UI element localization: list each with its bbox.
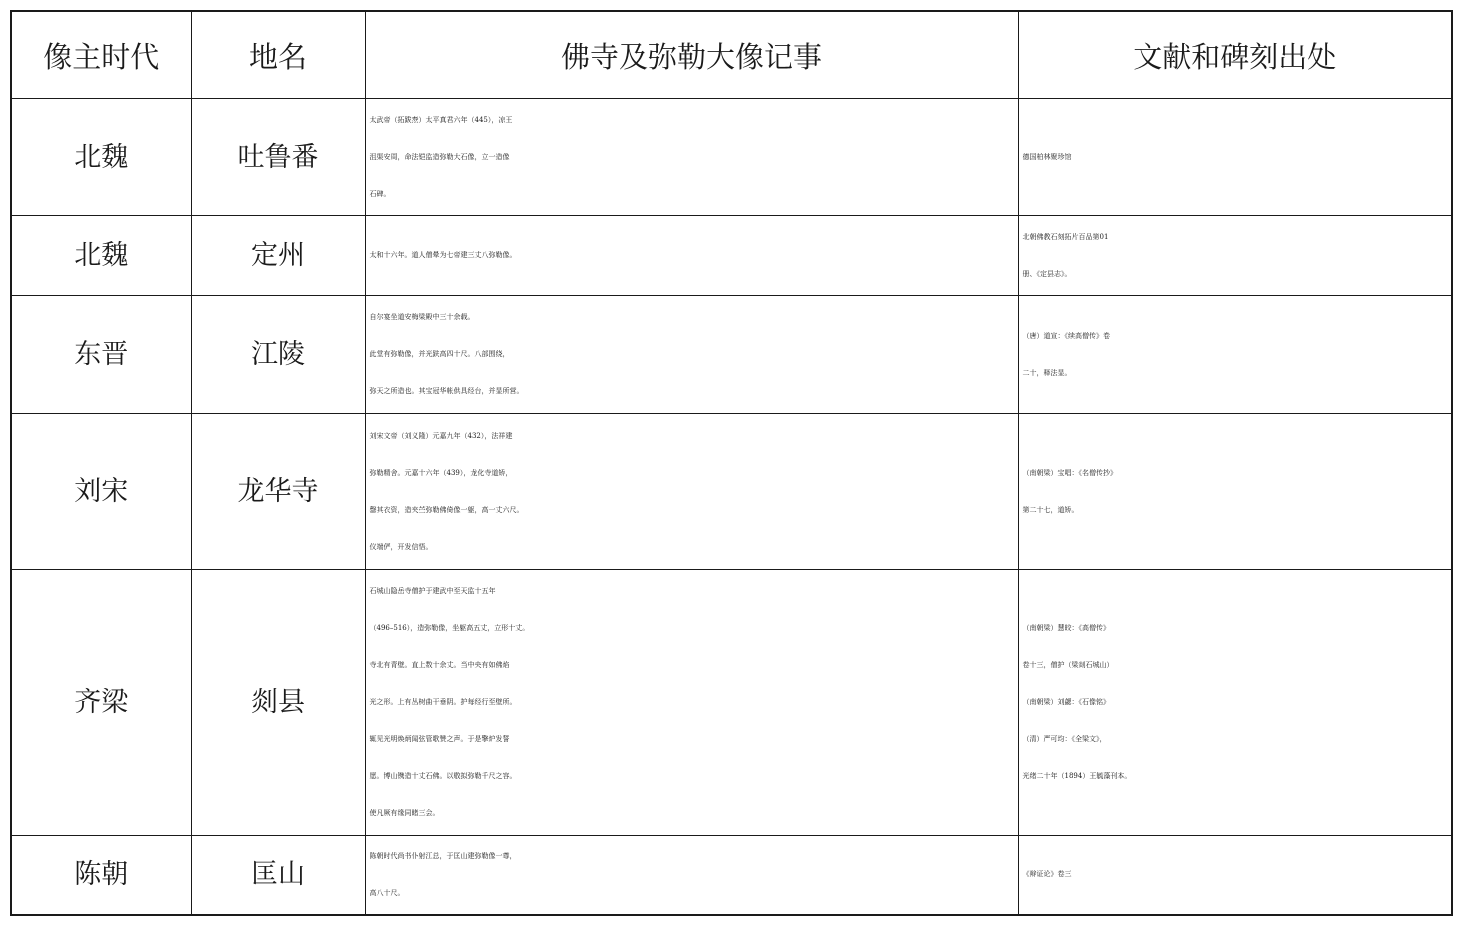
era-cell: 北魏: [11, 216, 191, 296]
header-record: 佛寺及弥勒大像记事: [365, 11, 1018, 99]
record-cell: [365, 836, 1018, 915]
header-era: 像主时代: [11, 11, 191, 99]
source-cell: [1018, 216, 1452, 296]
record-line: 太武帝（拓跋焘）太平真君六年（445），凉王: [369, 115, 513, 124]
source-line: （南朝梁）慧皎：《高僧传》: [1022, 624, 1110, 632]
era-cell: 东晋: [11, 296, 191, 414]
era-cell: 陈朝: [11, 836, 191, 915]
source-line: 光绪二十年（1894）王毓藻刊本。: [1022, 772, 1132, 780]
record-line: 罄其衣资，造夹苎弥勒佛倚像一躯，高一丈六尺。: [369, 505, 524, 514]
source-cell: [1018, 296, 1452, 414]
table-row: [11, 414, 1452, 570]
source-line: 第二十七，道矫。: [1022, 505, 1079, 514]
record-line: 沮渠安周，命法铠监造弥勒大石像，立一造像: [369, 152, 510, 161]
source-line: 《辩证论》卷三: [1022, 870, 1072, 879]
record-cell: [365, 414, 1018, 570]
source-line: 卷十三，僧护（梁剡石城山）: [1022, 661, 1114, 669]
place-cell: 龙华寺: [191, 414, 365, 570]
era-cell: 刘宋: [11, 414, 191, 570]
source-cell: [1018, 414, 1452, 570]
source-line: 北朝佛教石刻拓片百品第01: [1022, 232, 1109, 241]
source-line: （南朝梁）刘勰：《石像铭》: [1022, 698, 1110, 706]
record-cell: [365, 570, 1018, 836]
place-cell: 定州: [191, 216, 365, 296]
source-line: 二十，释法显。: [1022, 368, 1072, 377]
record-line: 愿。博山镌造十丈石佛。以敬拟弥勒千尺之容。: [369, 772, 517, 780]
place-cell: 吐鲁番: [191, 99, 365, 216]
record-line: 自尔宴坐道安梅梁殿中三十余载。: [369, 313, 475, 321]
header-row: [11, 11, 1452, 99]
table-row: [11, 216, 1452, 296]
record-line: 陈朝时代尚书仆射江总，于匡山建弥勒像一尊，: [369, 851, 517, 860]
place-cell: 剡县: [191, 570, 365, 836]
record-line: 高八十尺。: [369, 888, 405, 897]
source-cell: [1018, 570, 1452, 836]
source-line: 德国柏林聚珍馆: [1022, 152, 1072, 161]
record-line: 此堂有弥勒像，并光趺高四十尺。八部围绕，: [369, 350, 510, 358]
table-row: [11, 836, 1452, 915]
era-cell: 齐梁: [11, 570, 191, 836]
record-line: 光之形。上有丛树曲干垂阴。护每经行至壁所。: [369, 698, 517, 706]
table-row: [11, 570, 1452, 836]
record-cell: [365, 216, 1018, 296]
table-row: [11, 296, 1452, 414]
record-line: （496–516），造弥勒像，坐躯高五丈，立形十丈。: [369, 624, 530, 632]
record-line: 使凡厥有缘同睹三会。: [369, 809, 440, 817]
source-cell: [1018, 836, 1452, 915]
record-line: 弥勒精舍。元嘉十六年（439），龙化寺道矫，: [369, 468, 513, 477]
record-line: 太和十六年。道人僧晕为七帝建三丈八弥勒像。: [369, 251, 517, 259]
place-cell: 江陵: [191, 296, 365, 414]
table-row: [11, 99, 1452, 216]
era-cell: 北魏: [11, 99, 191, 216]
record-line: 弥天之所造也。其宝冠华帐供具经台，并显所营。: [369, 387, 524, 395]
place-cell: 匡山: [191, 836, 365, 915]
record-cell: [365, 99, 1018, 216]
header-place: 地名: [191, 11, 365, 99]
header-source: 文献和碑刻出处: [1018, 11, 1452, 99]
source-line: （清）严可均：《全梁文》，: [1022, 735, 1107, 743]
record-line: 寺北有青壁。直上数十余丈。当中央有如佛焰: [369, 661, 510, 669]
source-line: 册、《定县志》。: [1022, 269, 1072, 278]
record-cell: [365, 296, 1018, 414]
record-line: 石城山隐岳寺僧护于建武中至天监十五年: [369, 587, 496, 595]
source-line: （唐）道宣：《续高僧传》卷: [1022, 331, 1110, 340]
source-line: （南朝梁）宝唱：《名僧传抄》: [1022, 468, 1117, 477]
record-line: 石碑。: [369, 189, 391, 198]
record-line: 辄见光明焕炳闻弦管歌赞之声。于是擎炉发誓: [369, 735, 510, 743]
record-line: 仪端俨，开发信悟。: [369, 542, 433, 551]
source-cell: [1018, 99, 1452, 216]
maitreya-statue-table: [10, 10, 1453, 916]
record-line: 刘宋文帝（刘义隆）元嘉九年（432），法祥建: [369, 431, 513, 440]
